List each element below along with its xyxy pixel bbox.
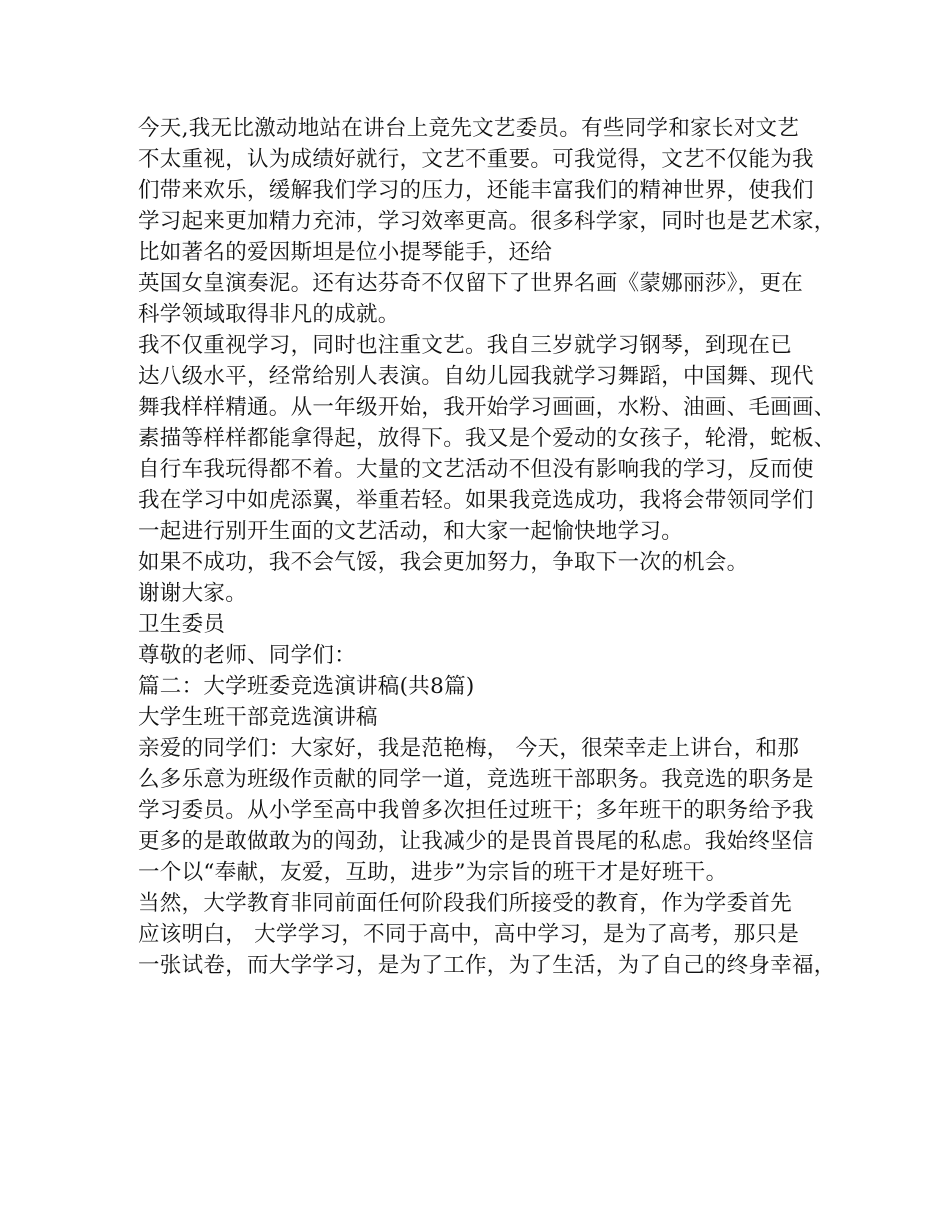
text-line: 科学领域取得非凡的成就。 [138,302,400,327]
text-line: 如果不成功，我不会气馁，我会更加努力，争取下一次的机会。 [138,550,749,575]
text-line: 学习委员。从小学至高中我曾多次担任过班干；多年班干的职务给予我 [138,798,814,823]
text-line: 学习起来更加精力充沛，学习效率更高。很多科学家，同时也是艺术家， [138,209,836,234]
text-line: 应该明白， 大学学习，不同于高中，高中学习，是为了高考，那只是 [138,922,800,947]
text-line: 当然，大学教育非同前面任何阶段我们所接受的教育，作为学委首先 [138,891,793,916]
text-line: 我不仅重视学习，同时也注重文艺。我自三岁就学习钢琴，到现在已 [138,333,793,358]
text-line: 英国女皇演奏泥。还有达芬奇不仅留下了世界名画《蒙娜丽莎》，更在 [138,271,804,296]
text-line: 一张试卷，而大学学习，是为了工作，为了生活，为了自己的终身幸福， [138,953,836,978]
text-line: 尊敬的老师、同学们： [138,643,357,668]
text-line: 一个以“奉献，友爱，互助，进步”为宗旨的班干才是好班干。 [138,860,728,885]
text-line: 谢谢大家。 [138,581,248,606]
text-line: 素描等样样都能拿得起，放得下。我又是个爱动的女孩子，轮滑，蛇板、 [138,426,836,451]
text-line: 今天,我无比激动地站在讲台上竞先文艺委员。有些同学和家长对文艺 [138,116,800,141]
document-body [138,113,836,981]
text-line: 亲爱的同学们：大家好，我是范艳梅， 今天，很荣幸走上讲台，和那 [138,736,800,761]
text-line: 达八级水平，经常给别人表演。自幼儿园我就学习舞蹈，中国舞、现代 [138,364,814,389]
subheading: 大学生班干部竞选演讲稿 [138,705,378,730]
text-line: 一起进行别开生面的文艺活动，和大家一起愉快地学习。 [138,519,684,544]
text-line: 比如著名的爱因斯坦是位小提琴能手，还给 [138,240,553,265]
section-heading: 篇二：大学班委竞选演讲稿(共8篇) [138,674,475,699]
text-line: 们带来欢乐，缓解我们学习的压力，还能丰富我们的精神世界，使我们 [138,178,814,203]
text-line: 么多乐意为班级作贡献的同学一道，竞选班干部职务。我竞选的职务是 [138,767,814,792]
text-line: 我在学习中如虎添翼，举重若轻。如果我竞选成功，我将会带领同学们 [138,488,814,513]
text-line: 卫生委员 [138,612,226,637]
text-line: 更多的是敢做敢为的闯劲，让我减少的是畏首畏尾的私虑。我始终坚信 [138,829,814,854]
text-line: 舞我样样精通。从一年级开始，我开始学习画画，水粉、油画、毛画画、 [138,395,836,420]
text-line: 自行车我玩得都不着。大量的文艺活动不但没有影响我的学习，反而使 [138,457,814,482]
text-line: 不太重视，认为成绩好就行，文艺不重要。可我觉得，文艺不仅能为我 [138,147,814,172]
